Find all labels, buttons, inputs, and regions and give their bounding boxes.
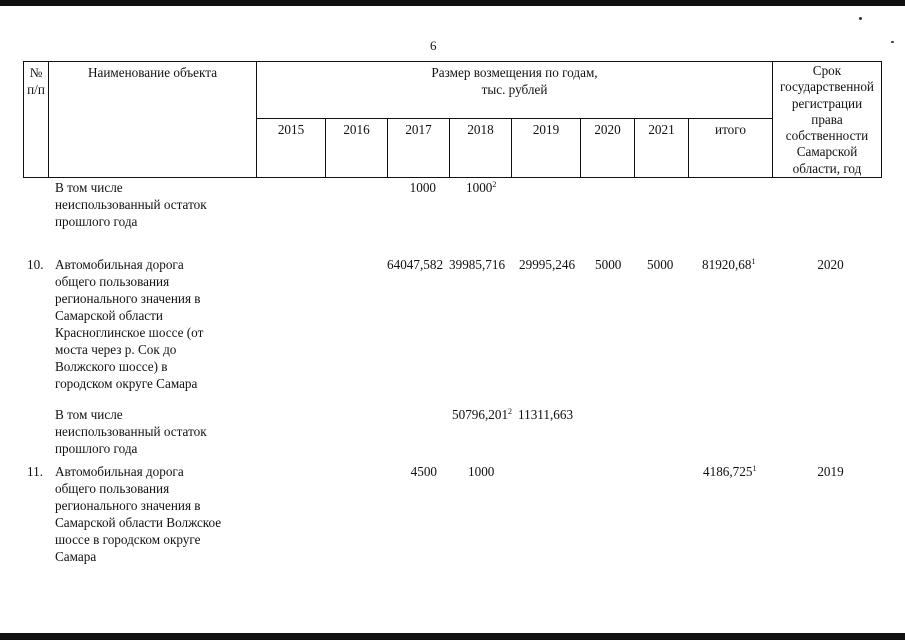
header-registration-term: Срок государственной регистрации права собственности Самарской области, год: [780, 63, 874, 176]
scan-speck: [891, 41, 894, 43]
cell-total: 81920,68$^1$: [702, 257, 756, 272]
row-object-name: В том числе неиспользованный остаток прошлого года: [55, 180, 207, 229]
cell-2020: 5000: [595, 257, 622, 272]
scan-edge-bottom: [0, 633, 905, 640]
scan-speck: [859, 17, 862, 20]
header-number-column: № п/п: [27, 65, 45, 97]
cell-2021: 5000: [647, 257, 674, 272]
header-year-2016: 2016: [343, 122, 370, 137]
cell-2018: 1000: [468, 464, 495, 479]
row-object-name: Автомобильная дорога общего пользования регионального значения в Самарской области Волжское шоссе в городском округе Самара: [55, 464, 222, 564]
row-object-name: Автомобильная дорога общего пользования регионального значения в Самарской области Красноглинское шоссе (от моста через р. Сок до Волжского шоссе) в городском округе Самара: [55, 257, 204, 391]
cell-total: 4186,725$^1$: [703, 464, 757, 479]
row-number: 11.: [27, 464, 43, 479]
cell-2019: 11311,663: [518, 407, 574, 422]
row-number: 10.: [27, 257, 44, 272]
header-year-2017: 2017: [405, 122, 432, 137]
cell-registration-year: 2019: [817, 464, 844, 479]
cell-registration-year: 2020: [817, 257, 844, 272]
row-object-name: В том числе неиспользованный остаток прошлого года: [55, 407, 207, 456]
header-object-name: Наименование объекта: [87, 65, 218, 80]
header-year-2020: 2020: [594, 122, 621, 137]
page-number: 6: [430, 38, 437, 53]
header-year-2019: 2019: [532, 122, 560, 137]
cell-2017: 64047,582: [387, 257, 444, 272]
header-year-2015: 2015: [277, 122, 305, 137]
scan-edge-top: [0, 0, 905, 6]
header-year-2018: 2018: [467, 122, 494, 137]
cell-2019: 29995,246: [519, 257, 576, 272]
cell-2018: 1000$^2$: [466, 180, 497, 195]
cell-2017: 1000: [409, 180, 436, 195]
cell-2018: 50796,201$^2$: [452, 407, 513, 422]
header-total: итого: [715, 122, 746, 137]
cell-2017: 4500: [410, 464, 437, 479]
cell-2018: 39985,716: [449, 257, 506, 272]
header-year-2021: 2021: [648, 122, 675, 137]
header-reimbursement: Размер возмещения по годам, тыс. рублей: [431, 65, 598, 97]
